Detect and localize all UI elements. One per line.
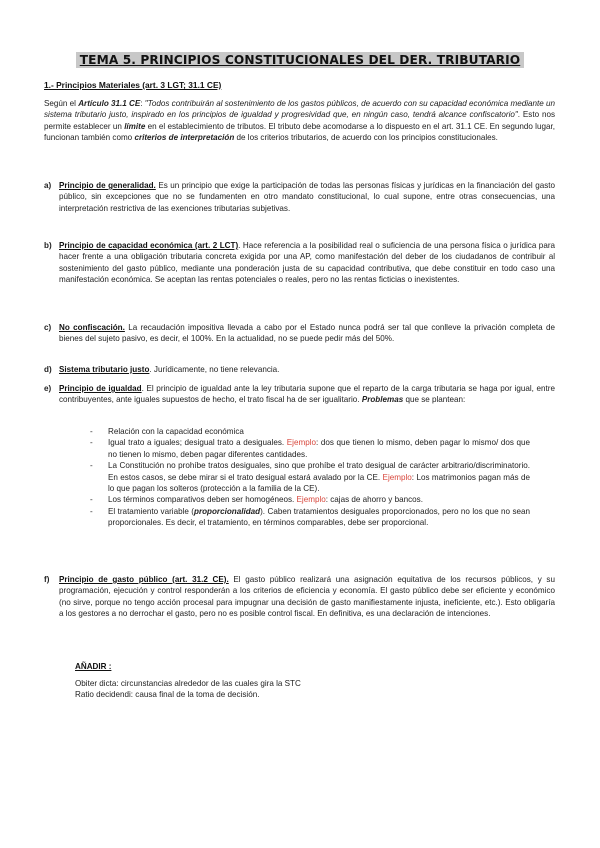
intro-text-3: . Esto nos permite establecer un [44,110,555,131]
list-item [90,426,530,437]
principle-d-text: . Jurídicamente, no tiene relevancia. [149,365,280,374]
principle-f [44,574,555,620]
principle-b [44,240,555,286]
list-item [90,437,530,460]
principle-a-body [59,180,555,214]
problem-4-text-b: : cajas de ahorro y bancos. [325,495,423,505]
list-item [90,506,530,529]
problem-5-text-b: ). Caben tratamientos desiguales proporcionados, pero no los que no sean proporcionales. Es decir, el tratamiento, en términos comparables, debe ser proporcional. [108,506,530,528]
add-heading: AÑADIR : [75,662,112,671]
problem-1-text: Relación con la capacidad económica [108,427,244,436]
principle-f-marker: f) [44,575,50,584]
principle-e-body [59,383,555,406]
principle-a-text: Es un principio que exige la participación de todas las personas físicas y jurídicas en la financiación del gasto público, sin excepciones que no se fundamenten en otro mandato constitucional, lo cual supone, entre otras consecuencias, una interpretación restrictiva de las exenciones tributarias subjetivas. [59,181,556,213]
principle-b-text: . Hace referencia a la posibilidad real o suficiencia de una persona física o jurídica para hacer frente a una obligación tributaria concreta exigida por una AP, como manifestación del deber de los ciudadanos de contribuir al sostenimiento del gasto público, mediante una ponderación justa de su capacidad contributiva, que debe constituir en todo caso una manifestación económica. Se aceptan las rentas potenciales o reales, pero no las rentas ficticias o inexistentes. [59,241,556,285]
principle-d-marker: d) [44,365,52,374]
principle-e-marker: e) [44,384,52,393]
problem-2-text-a: Igual trato a iguales; desigual trato a desiguales. [108,438,287,448]
page-title: TEMA 5. PRINCIPIOS CONSTITUCIONALES DEL DER. TRIBUTARIO [76,52,524,68]
principle-b-marker: b) [44,241,52,250]
principle-e-text-2: que se plantean: [403,395,466,405]
intro-text-2: : [140,99,145,108]
principle-e-heading: Principio de igualdad [59,384,142,393]
dash-bullet: - [90,438,93,448]
problem-3-text-b: : Los matrimonios pagan más de lo que pagan los solteros (protección a la familia de la CE). [108,472,531,494]
list-item [90,460,530,494]
principle-f-body [59,574,555,620]
add-line-2: Ratio decidendi: causa final de la toma de decisión. [75,690,260,700]
problem-2-example-label: Ejemplo [286,438,316,448]
principle-c-marker: c) [44,323,52,332]
problem-4-text-a: Los términos comparativos deben ser homogéneos. [108,495,297,505]
problem-5-proporcionalidad: proporcionalidad [194,506,261,516]
dash-bullet: - [90,461,93,471]
intro-quote: "Todos contribuirán al sostenimiento de los gastos públicos, de acuerdo con su capacidad económica mediante un sistema tributario justo, inspirado en los principios de igualdad y progresividad que, en ningún caso, tendrá alcance confiscatorio" [44,99,555,120]
list-item [90,494,530,505]
principle-c-text: La recaudación impositiva llevada a cabo por el Estado nunca podrá ser tal que conlleve la privación completa de bienes del sujeto pasivo, es decir, el 100%. En la actualidad, no se puede pedir más del 50%. [59,323,555,344]
principle-e-text: . El principio de igualdad ante la ley tributaria supone que el reparto de la carga tributaria se haga por igual, entre contribuyentes, ante iguales supuestos de hecho, el trato fiscal ha de ser igualitario. [59,384,555,405]
add-line-1: Obiter dicta: circunstancias alrededor de las cuales gira la STC [75,679,301,688]
principle-f-heading: Principio de gasto público (art. 31.2 CE). [59,575,229,584]
intro-article: Artículo 31.1 CE [78,99,141,108]
principle-e [44,383,555,406]
principle-c-body [59,322,555,345]
principle-a-heading: Principio de generalidad. [59,181,156,190]
principle-d [44,364,555,375]
intro-text-1: Según el [44,99,79,108]
intro-criterios: criterios de interpretación [134,133,235,143]
problem-4-example-label: Ejemplo [296,495,326,505]
principle-a-marker: a) [44,181,52,190]
principle-c [44,322,555,345]
intro-text-4: en el establecimiento de tributos. El tributo debe acomodarse a lo dispuesto en el art. 31.1 CE. En segundo lugar, funcionan también como [44,121,555,143]
section-heading: 1.- Principios Materiales (art. 3 LGT; 31.1 CE) [44,80,222,90]
dash-bullet: - [90,427,93,436]
intro-paragraph [44,98,555,144]
principle-d-body [59,364,555,375]
principle-c-heading: No confiscación. [59,323,125,332]
principle-b-heading: Principio de capacidad económica (art. 2 LCT) [59,241,239,250]
problem-5-text-a: El tratamiento variable ( [108,506,194,516]
principle-d-heading: Sistema tributario justo [59,365,150,374]
problem-2-text-b: : dos que tienen lo mismo, deben pagar lo mismo/ dos que no tienen lo mismo, deben pagar diferentes cantidades. [108,438,530,459]
add-notes [75,678,301,701]
title-wrap [0,52,600,68]
principle-f-text: El gasto público realizará una asignación equitativa de los recursos públicos, y su programación, ejecución y control responderán a los criterios de eficiencia y economía. El gasto público debe ser eficiente y económico (no sirve, porque no tengo acción procesal para impugnar una decisión de gasto manifiestamente injusta, ineficiente, etc.). Esto obligaría a los gestores a no derrochar el gasto, pero no es posible control fiscal. En definitiva, es una declaración de intenciones. [59,575,555,619]
dash-bullet: - [90,495,93,505]
intro-limite: límite [124,121,146,131]
principle-e-problemas: Problemas [361,395,404,405]
problem-3-example-label: Ejemplo [382,472,412,482]
principle-a [44,180,555,214]
problems-list [90,426,530,529]
intro-text-5: de los criterios tributarios, de acuerdo con los principios constitucionales. [234,133,498,143]
principle-b-body [59,240,555,286]
dash-bullet: - [90,506,93,516]
problem-3-text-a: La Constitución no prohíbe tratos desiguales, sino que prohíbe el trato desigual de carácter arbitrario/discriminatorio. En estos casos, se debe mirar si el trato desigual estará avalado por la CE. [108,461,530,482]
